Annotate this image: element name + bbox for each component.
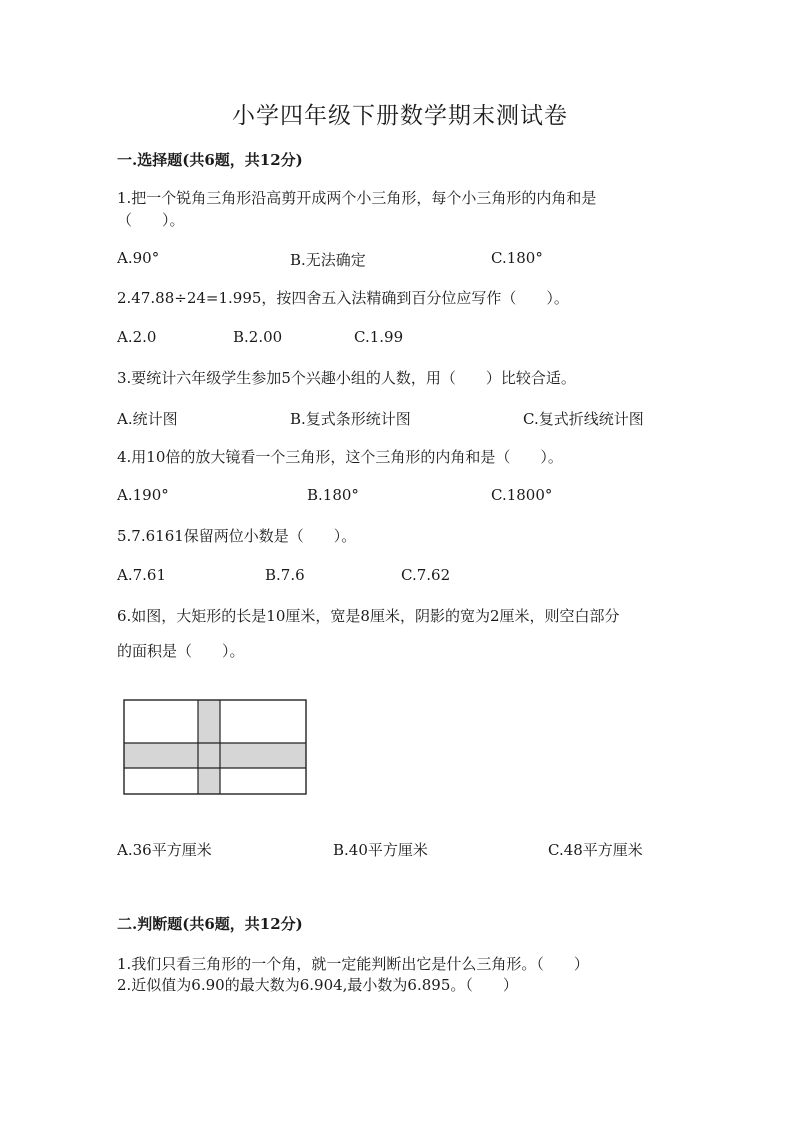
- question-5-option-c: C.7.62: [401, 566, 451, 584]
- question-4-option-c: C.1800°: [491, 486, 553, 504]
- question-5-option-b: B.7.6: [265, 566, 305, 584]
- question-2-option-b: B.2.00: [233, 328, 283, 346]
- question-3-option-c: C.复式折线统计图: [523, 410, 644, 428]
- rectangle-figure: [123, 699, 307, 795]
- section-2-heading: 二.判断题(共6题，共12分): [117, 915, 303, 933]
- question-1-line-2: （ ）。: [117, 211, 185, 229]
- question-1-option-c: C.180°: [491, 249, 543, 267]
- question-1-line-1: 1.把一个锐角三角形沿高剪开成两个小三角形，每个小三角形的内角和是: [117, 189, 597, 207]
- question-4-text: 4.用10倍的放大镜看一个三角形，这个三角形的内角和是（ ）。: [117, 448, 563, 466]
- question-6-line-1: 6.如图，大矩形的长是10厘米，宽是8厘米，阴影的宽为2厘米，则空白部分: [117, 607, 620, 625]
- question-3-text: 3.要统计六年级学生参加5个兴趣小组的人数，用（ ）比较合适。: [117, 369, 576, 387]
- question-1-option-a: A.90°: [117, 249, 160, 267]
- judge-question-1: 1.我们只看三角形的一个角，就一定能判断出它是什么三角形。（ ）: [117, 955, 589, 973]
- question-2-text: 2.47.88÷24=1.995，按四舍五入法精确到百分位应写作（ ）。: [117, 289, 569, 307]
- horizontal-shaded-strip: [124, 743, 306, 768]
- question-3-option-a: A.统计图: [117, 410, 178, 428]
- page-title: 小学四年级下册数学期末测试卷: [232, 103, 568, 129]
- question-6-option-b: B.40平方厘米: [333, 841, 428, 859]
- question-4-option-a: A.190°: [117, 486, 169, 504]
- question-5-text: 5.7.6161保留两位小数是（ ）。: [117, 527, 357, 545]
- question-1-option-b: B.无法确定: [290, 251, 366, 269]
- question-3-option-b: B.复式条形统计图: [290, 410, 411, 428]
- question-6-line-2: 的面积是（ ）。: [117, 642, 245, 660]
- question-6-option-c: C.48平方厘米: [548, 841, 643, 859]
- question-6-option-a: A.36平方厘米: [117, 841, 212, 859]
- section-1-heading: 一.选择题(共6题，共12分): [117, 151, 303, 169]
- question-2-option-a: A.2.0: [117, 328, 157, 346]
- question-2-option-c: C.1.99: [354, 328, 404, 346]
- judge-question-2: 2.近似值为6.90的最大数为6.904,最小数为6.895。（ ）: [117, 976, 518, 994]
- question-5-option-a: A.7.61: [117, 566, 166, 584]
- question-4-option-b: B.180°: [307, 486, 359, 504]
